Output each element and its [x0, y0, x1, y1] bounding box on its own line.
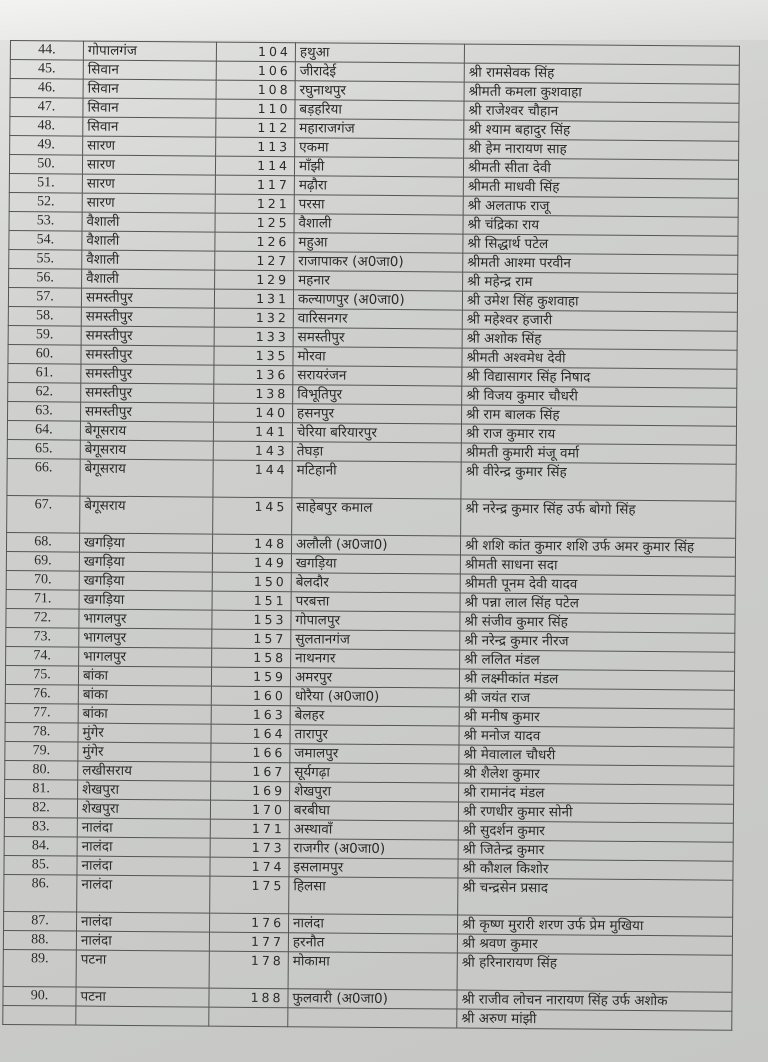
- district: पटना: [76, 987, 209, 1007]
- constituency-name: बेलदौर: [291, 573, 460, 593]
- constituency-name: नालंदा: [288, 914, 457, 934]
- serial-number: 58.: [8, 306, 81, 326]
- constituency-name: वैशाली: [294, 214, 463, 234]
- constituency-name: अस्थावाँ: [289, 820, 458, 840]
- serial-number: 45.: [10, 60, 83, 80]
- candidate-name: श्री विजय कुमार चौधरी: [462, 386, 737, 407]
- district: मुंगेर: [78, 723, 211, 743]
- district: सारण: [82, 174, 215, 194]
- constituency-name: महुआ: [294, 233, 463, 253]
- serial-number: 56.: [9, 268, 82, 288]
- constituency-name: अलौली (अ0जा0): [291, 535, 460, 555]
- district: भागलपुर: [79, 647, 212, 667]
- candidate-name: श्री श्रवण कुमार: [457, 934, 732, 955]
- constituency-name: महनार: [294, 271, 463, 291]
- candidate-name: श्री मनोज यादव: [459, 726, 734, 747]
- serial-number: 55.: [9, 249, 82, 269]
- serial-number: 57.: [8, 287, 81, 307]
- serial-number: 73.: [6, 627, 79, 647]
- serial-number: 72.: [6, 608, 79, 628]
- serial-number: 69.: [6, 551, 79, 571]
- serial-number: 90.: [3, 986, 76, 1006]
- district: समस्तीपुर: [81, 307, 214, 327]
- constituency-number: 173: [210, 838, 289, 858]
- serial-number: 83.: [4, 817, 77, 837]
- candidate-name: श्री संजीव कुमार सिंह: [460, 612, 735, 633]
- constituency-name: परबत्ता: [291, 592, 460, 612]
- candidate-list-table: [2, 40, 740, 1031]
- district: बेगूसराय: [80, 421, 213, 441]
- constituency-name: चेरिया बरियारपुर: [292, 423, 461, 443]
- constituency-name: हरनौत: [288, 933, 457, 953]
- constituency-number: 110: [216, 99, 295, 119]
- district: नालंदा: [77, 856, 210, 876]
- serial-number: 78.: [5, 722, 78, 742]
- constituency-number: 135: [214, 346, 293, 366]
- serial-number: 81.: [5, 779, 78, 799]
- candidate-name: श्री हेम नारायण साह: [464, 139, 739, 160]
- district: समस्तीपुर: [81, 345, 214, 365]
- constituency-number: 127: [215, 251, 294, 271]
- constituency-name: विभूतिपुर: [293, 385, 462, 405]
- serial-number: 68.: [6, 532, 79, 552]
- candidate-name: श्री राजेश्वर चौहान: [464, 101, 739, 122]
- constituency-number: 177: [209, 932, 288, 952]
- district: शेखपुरा: [77, 799, 210, 819]
- serial-number: 67.: [7, 495, 80, 533]
- constituency-number: 158: [212, 648, 291, 668]
- district: शेखपुरा: [78, 780, 211, 800]
- candidate-name: श्री पन्ना लाल सिंह पटेल: [460, 593, 735, 614]
- document-page: [2, 40, 745, 1031]
- candidate-name: श्री महेश्वर हजारी: [462, 310, 737, 331]
- constituency-number: 164: [211, 724, 290, 744]
- constituency-number: 149: [212, 553, 291, 573]
- constituency-number: 138: [214, 384, 293, 404]
- table-row: [7, 458, 736, 501]
- candidate-name: श्री वीरेन्द्र कुमार सिंह: [461, 462, 736, 501]
- candidate-name: श्री राज कुमार राय: [461, 424, 736, 445]
- constituency-name: शेखपुरा: [290, 782, 459, 802]
- constituency-number: 160: [211, 686, 290, 706]
- district: वैशाली: [82, 231, 215, 251]
- district: खगड़िया: [79, 590, 212, 610]
- constituency-number: 126: [215, 232, 294, 252]
- candidate-name: श्रीमती आश्मा परवीन: [463, 253, 738, 274]
- district: खगड़िया: [79, 571, 212, 591]
- constituency-number: 188: [209, 988, 288, 1008]
- constituency-number: 166: [211, 743, 290, 763]
- constituency-name: रघुनाथपुर: [295, 81, 464, 101]
- constituency-number: 178: [209, 951, 288, 989]
- district: समस्तीपुर: [81, 364, 214, 384]
- constituency-number: 159: [211, 667, 290, 687]
- constituency-number: 174: [210, 857, 289, 877]
- serial-number: 50.: [9, 155, 82, 175]
- candidate-name: श्री लक्ष्मीकांत मंडल: [459, 669, 734, 690]
- serial-number: 77.: [5, 703, 78, 723]
- district: नालंदा: [77, 818, 210, 838]
- serial-number: 49.: [10, 136, 83, 156]
- candidate-name: श्री रामसेवक सिंह: [464, 63, 739, 84]
- paper-background: [0, 0, 768, 40]
- candidate-name: श्रीमती साधना सदा: [460, 555, 735, 576]
- serial-number: 47.: [10, 98, 83, 118]
- district: समस्तीपुर: [81, 326, 214, 346]
- serial-number: 75.: [5, 665, 78, 685]
- constituency-number: 114: [215, 156, 294, 176]
- serial-number: 44.: [10, 41, 83, 61]
- serial-number: 53.: [9, 211, 82, 231]
- district: नालंदा: [77, 912, 210, 932]
- constituency-number: 170: [210, 800, 289, 820]
- candidate-name: श्री सिद्धार्थ पटेल: [463, 234, 738, 255]
- serial-number: 76.: [5, 684, 78, 704]
- candidate-name: श्री कौशल किशोर: [458, 859, 733, 880]
- constituency-name: जमालपुर: [290, 744, 459, 764]
- constituency-name: मोरवा: [293, 347, 462, 367]
- district: मुंगेर: [78, 742, 211, 762]
- serial-number: 71.: [6, 589, 79, 609]
- candidate-name: श्री श्याम बहादुर सिंह: [464, 120, 739, 141]
- constituency-number: 104: [216, 42, 295, 62]
- constituency-number: 157: [212, 629, 291, 649]
- candidate-name: श्री महेन्द्र राम: [463, 272, 738, 293]
- constituency-name: तेघड़ा: [292, 442, 461, 462]
- candidate-name: श्री सुदर्शन कुमार: [458, 821, 733, 842]
- serial-number: 46.: [10, 79, 83, 99]
- candidate-name: श्रीमती माधवी सिंह: [463, 177, 738, 198]
- candidate-name: श्री कृष्ण मुरारी शरण उर्फ प्रेम मुखिया: [457, 915, 732, 936]
- district: वैशाली: [82, 269, 215, 289]
- table-row: [7, 495, 736, 538]
- candidate-name: श्री अलताफ राजू: [463, 196, 738, 217]
- serial-number: 86.: [4, 874, 77, 912]
- district: पटना: [76, 950, 209, 988]
- candidate-name: श्री रणधीर कुमार सोनी: [458, 802, 733, 823]
- constituency-number: 153: [212, 610, 291, 630]
- constituency-name: खगड़िया: [291, 554, 460, 574]
- constituency-name: सुलतानगंज: [291, 630, 460, 650]
- candidate-name: श्रीमती पूनम देवी यादव: [460, 574, 735, 595]
- constituency-number: 117: [215, 175, 294, 195]
- table-row: [4, 874, 733, 917]
- candidate-name: श्रीमती सीता देवी: [463, 158, 738, 179]
- constituency-name: फुलवारी (अ0जा0): [288, 989, 457, 1009]
- constituency-name: मोकामा: [288, 952, 457, 990]
- constituency-number: 132: [214, 308, 293, 328]
- district: सिवान: [83, 117, 216, 137]
- serial-number: 85.: [4, 855, 77, 875]
- serial-number: 52.: [9, 192, 82, 212]
- constituency-number: 145: [213, 497, 292, 535]
- constituency-name: हसनपुर: [293, 404, 462, 424]
- serial-number: [3, 1005, 76, 1025]
- constituency-name: सूर्यगढ़ा: [290, 763, 459, 783]
- constituency-number: 148: [212, 534, 291, 554]
- district: खगड़िया: [79, 552, 212, 572]
- constituency-number: 121: [215, 194, 294, 214]
- candidate-name: श्री चंद्रिका राय: [463, 215, 738, 236]
- candidate-name: श्री चन्द्रसेन प्रसाद: [458, 878, 733, 917]
- constituency-number: [209, 1007, 288, 1027]
- constituency-name: माँझी: [294, 157, 463, 177]
- candidate-name: श्री विद्यासागर सिंह निषाद: [462, 367, 737, 388]
- district: बेगूसराय: [80, 440, 213, 460]
- constituency-name: हिलसा: [289, 877, 458, 915]
- constituency-number: 125: [215, 213, 294, 233]
- district: गोपालगंज: [83, 41, 216, 61]
- district: बांका: [78, 685, 211, 705]
- candidate-name: श्री जयंत राज: [459, 688, 734, 709]
- candidate-name: श्री हरिनारायण सिंह: [457, 953, 732, 992]
- candidate-name: श्री नरेन्द्र कुमार नीरज: [460, 631, 735, 652]
- candidate-name: श्री शशि कांत कुमार शशि उर्फ अमर कुमार सिंह: [460, 536, 735, 557]
- constituency-name: मढ़ौरा: [294, 176, 463, 196]
- candidate-name: श्रीमती अश्वमेध देवी: [462, 348, 737, 369]
- serial-number: 60.: [8, 344, 81, 364]
- district: सारण: [82, 155, 215, 175]
- constituency-name: तारापुर: [290, 725, 459, 745]
- constituency-number: 167: [211, 762, 290, 782]
- table-row: [3, 949, 732, 992]
- constituency-name: जीरादेई: [295, 62, 464, 82]
- district: बांका: [78, 666, 211, 686]
- constituency-number: 136: [214, 365, 293, 385]
- constituency-number: 150: [212, 572, 291, 592]
- district: लखीसराय: [78, 761, 211, 781]
- candidate-name: श्री राम बालक सिंह: [461, 405, 736, 426]
- constituency-number: 129: [215, 270, 294, 290]
- constituency-name: बरबीघा: [289, 801, 458, 821]
- district: बेगूसराय: [80, 459, 213, 497]
- candidate-name: श्री ललित मंडल: [460, 650, 735, 671]
- constituency-name: राजापाकर (अ0जा0): [294, 252, 463, 272]
- district: सारण: [82, 193, 215, 213]
- candidate-name: श्री राजीव लोचन नारायण सिंह उर्फ अशोक: [457, 990, 732, 1011]
- constituency-number: 175: [210, 876, 289, 914]
- constituency-name: एकमा: [295, 138, 464, 158]
- constituency-name: सरायरंजन: [293, 366, 462, 386]
- constituency-name: राजगीर (अ0जा0): [289, 839, 458, 859]
- serial-number: 48.: [10, 117, 83, 137]
- candidate-name: श्री नरेन्द्र कुमार सिंह उर्फ बोगो सिंह: [461, 499, 736, 538]
- district: सिवान: [83, 98, 216, 118]
- serial-number: 88.: [3, 930, 76, 950]
- constituency-name: कल्याणपुर (अ0जा0): [293, 290, 462, 310]
- constituency-number: 169: [211, 781, 290, 801]
- serial-number: 51.: [9, 173, 82, 193]
- serial-number: 82.: [4, 798, 77, 818]
- constituency-name: हथुआ: [295, 43, 464, 63]
- candidate-name: [464, 44, 739, 65]
- serial-number: 65.: [7, 439, 80, 459]
- district: समस्तीपुर: [81, 383, 214, 403]
- candidate-name: श्रीमती कमला कुशवाहा: [464, 82, 739, 103]
- constituency-number: 112: [216, 118, 295, 138]
- candidate-name: श्री अरुण मांझी: [457, 1009, 732, 1030]
- district: समस्तीपुर: [81, 402, 214, 422]
- district: खगड़िया: [79, 533, 212, 553]
- serial-number: 66.: [7, 458, 80, 496]
- constituency-number: 133: [214, 327, 293, 347]
- serial-number: 84.: [4, 836, 77, 856]
- serial-number: 79.: [5, 741, 78, 761]
- constituency-number: 113: [216, 137, 295, 157]
- serial-number: 63.: [8, 401, 81, 421]
- constituency-name: इसलामपुर: [289, 858, 458, 878]
- district: बांका: [78, 704, 211, 724]
- candidate-name: श्री अशोक सिंह: [462, 329, 737, 350]
- district: नालंदा: [77, 875, 210, 913]
- constituency-name: महाराजगंज: [295, 119, 464, 139]
- district: नालंदा: [77, 837, 210, 857]
- serial-number: 59.: [8, 325, 81, 345]
- candidate-name: श्री उमेश सिंह कुशवाहा: [462, 291, 737, 312]
- constituency-name: साहेबपुर कमाल: [292, 498, 461, 536]
- constituency-number: 176: [209, 913, 288, 933]
- candidate-name: श्री मेवालाल चौधरी: [459, 745, 734, 766]
- constituency-name: बेलहर: [290, 706, 459, 726]
- constituency-name: वारिसनगर: [293, 309, 462, 329]
- serial-number: 54.: [9, 230, 82, 250]
- constituency-name: नाथनगर: [291, 649, 460, 669]
- serial-number: 89.: [3, 949, 76, 987]
- constituency-number: 131: [214, 289, 293, 309]
- candidate-name: श्रीमती कुमारी मंजू वर्मा: [461, 443, 736, 464]
- constituency-name: धोरैया (अ0जा0): [290, 687, 459, 707]
- candidate-name: श्री मनीष कुमार: [459, 707, 734, 728]
- constituency-name: [288, 1008, 457, 1028]
- district: समस्तीपुर: [81, 288, 214, 308]
- constituency-number: 143: [213, 441, 292, 461]
- constituency-name: समस्तीपुर: [293, 328, 462, 348]
- constituency-name: बड़हरिया: [295, 100, 464, 120]
- district: सारण: [83, 136, 216, 156]
- candidate-name: श्री जितेन्द्र कुमार: [458, 840, 733, 861]
- constituency-number: 171: [210, 819, 289, 839]
- serial-number: 80.: [5, 760, 78, 780]
- constituency-name: अमरपुर: [290, 668, 459, 688]
- constituency-number: 144: [213, 460, 292, 498]
- candidate-name: श्री शैलेश कुमार: [459, 764, 734, 785]
- district: नालंदा: [76, 931, 209, 951]
- district: सिवान: [83, 60, 216, 80]
- district: भागलपुर: [79, 609, 212, 629]
- district: [76, 1006, 209, 1026]
- serial-number: 62.: [8, 382, 81, 402]
- candidate-name: श्री रामानंद मंडल: [459, 783, 734, 804]
- district: बेगूसराय: [80, 496, 213, 534]
- district: वैशाली: [82, 212, 215, 232]
- constituency-name: मटिहानी: [292, 461, 461, 499]
- serial-number: 74.: [6, 646, 79, 666]
- district: सिवान: [83, 79, 216, 99]
- constituency-name: गोपालपुर: [291, 611, 460, 631]
- serial-number: 61.: [8, 363, 81, 383]
- constituency-number: 106: [216, 61, 295, 81]
- constituency-name: परसा: [294, 195, 463, 215]
- serial-number: 87.: [4, 911, 77, 931]
- serial-number: 70.: [6, 570, 79, 590]
- district: भागलपुर: [79, 628, 212, 648]
- constituency-number: 140: [214, 403, 293, 423]
- constituency-number: 151: [212, 591, 291, 611]
- district: वैशाली: [82, 250, 215, 270]
- serial-number: 64.: [7, 420, 80, 440]
- constituency-number: 163: [211, 705, 290, 725]
- constituency-number: 141: [213, 422, 292, 442]
- constituency-number: 108: [216, 80, 295, 100]
